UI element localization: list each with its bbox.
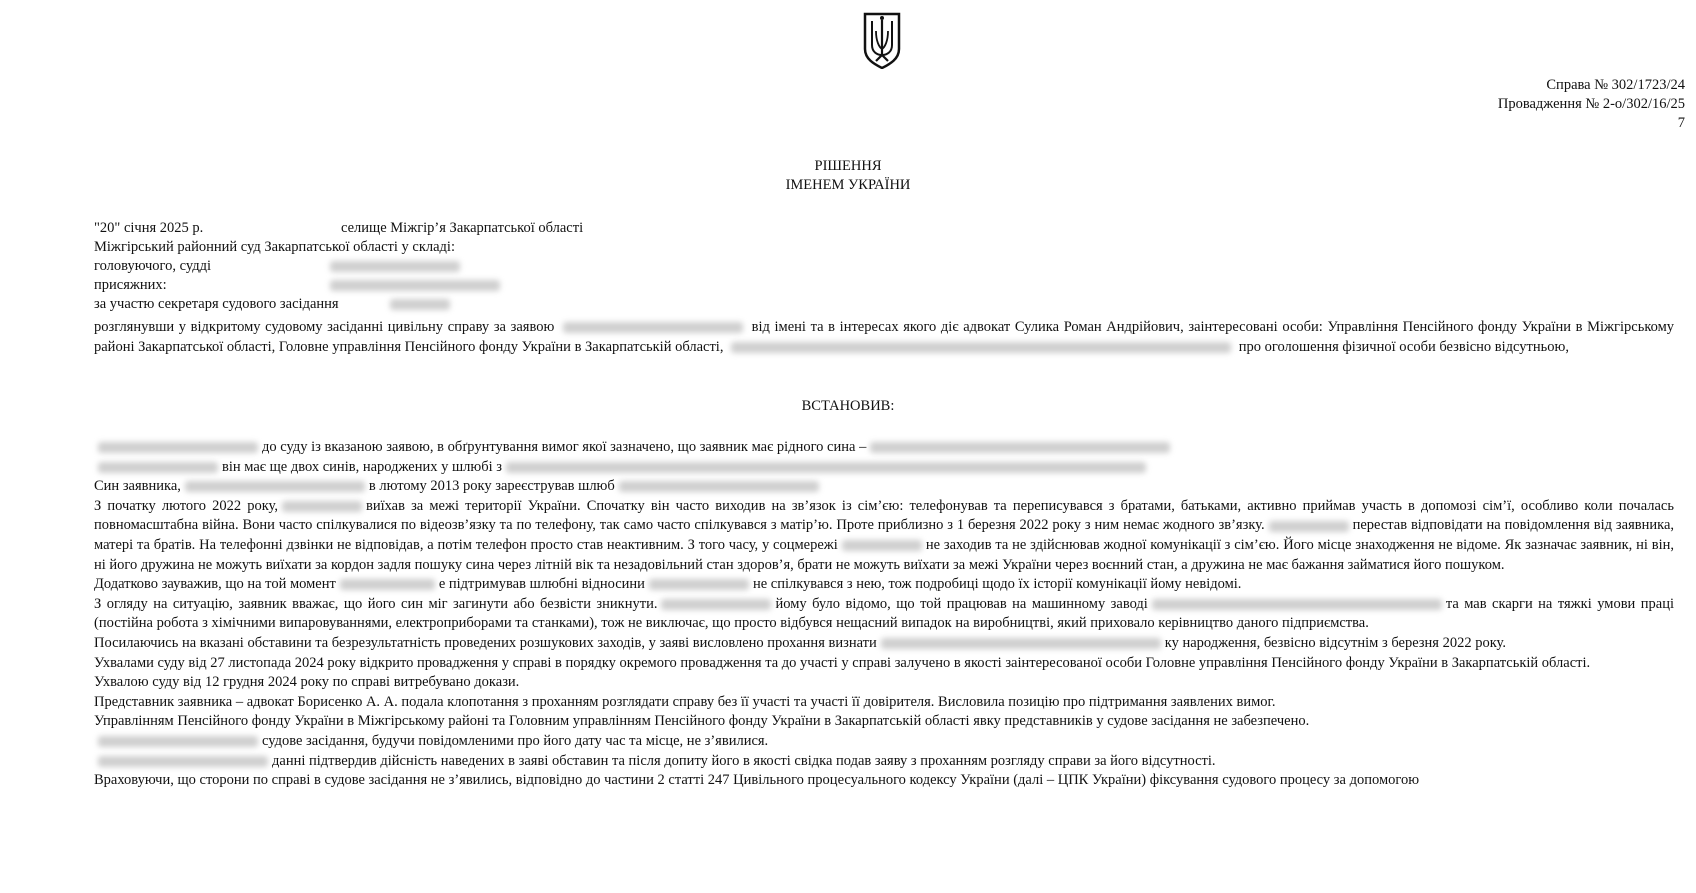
p6-text-b: йому було відомо, що той працював на машинному заводі [775, 595, 1148, 612]
redacted-name [98, 462, 218, 473]
considered-text-2: від імені та в інтересах якого діє адвокат Сулика Роман Андрійович, заінтересовані особи: Управління Пенсійного фонду України в Міжгірському районі Закарпатської області, Головне управління Пенсійного фонду України в Закарпатській області, [94, 319, 1675, 355]
redacted-names [98, 736, 258, 747]
redacted-name [340, 579, 435, 590]
p4-text-a: З початку лютого 2022 року, [94, 497, 278, 514]
page-number: 7 [1677, 115, 1685, 131]
redacted-company [1152, 599, 1442, 610]
paragraph-4 [94, 497, 1674, 575]
redacted-judge [330, 261, 460, 272]
considered-text-1: розглянувши у відкритому судовому засіданні цивільну справу за заявою [94, 319, 555, 335]
paragraph-12 [94, 732, 1674, 752]
paragraph-14: Враховуючи, що сторони по справі в судове засідання не з’явились, відповідно до частини 2 статті 247 Цивільного процесуального кодексу України (далі – ЦПК України) фіксування судового процесу за допомогою [94, 772, 1420, 789]
p13-text: данні підтвердив дійсність наведених в заяві обставин та після допиту його в якості свідка подав заяву з проханням розгляду справи за його відсутності. [272, 752, 1216, 769]
intro-block [94, 219, 1654, 314]
p12-text: судове засідання, будучи повідомленими про його дату час та місце, не з’явилися. [262, 732, 769, 749]
proceeding-number: Провадження № 2-о/302/16/25 [1497, 96, 1685, 112]
redacted-name [185, 481, 365, 492]
p6-text-c: та мав скарги на тяжкі умови праці (постійна робота з хімічними випаровуваннями, електроприборами та станками), тож не виключає, що просто відбувся нещасний випадок на виробництві, який приховало керівництво даного підприємства. [94, 595, 1675, 632]
paragraph-10: Представник заявника – адвокат Борисенко А. А. подала клопотання з проханням розглядати справу без її участі та участі її довірителя. Висловила позицію про підтримання заявлених вимог. [94, 693, 1276, 710]
court-name: Міжгірський районний суд Закарпатської області у складі: [94, 239, 455, 255]
jurors-row [94, 276, 1654, 295]
decision-title [0, 157, 1696, 195]
redacted-jurors [330, 280, 500, 291]
p3-text-b: в лютому 2013 року зареєстрував шлюб [368, 478, 615, 495]
paragraph-2 [94, 458, 1674, 478]
redacted-interested-persons [731, 342, 1231, 353]
redacted-name [870, 442, 1170, 453]
redacted-name [649, 579, 749, 590]
case-number: Справа № 302/1723/24 [1546, 77, 1685, 93]
redacted-secretary [390, 299, 450, 310]
case-info [1498, 76, 1685, 133]
redacted-names [506, 462, 1146, 473]
presiding-label: головуючого, судді [94, 258, 212, 274]
paragraph-5 [94, 575, 1674, 595]
considered-text-3: про оголошення фізичної особи безвісно відсутньою, [1238, 338, 1569, 355]
paragraph-13 [94, 752, 1674, 772]
secretary-row [94, 295, 1654, 314]
coat-of-arms-icon [862, 11, 902, 69]
paragraph-9: Ухвалою суду від 12 грудня 2024 року по справі витребувано докази. [94, 674, 520, 691]
presiding-row [94, 257, 1654, 276]
paragraph-8: Ухвалами суду від 27 листопада 2024 року відкрито провадження у справі в порядку окремого провадження та до участі у справі залучено в якості заінтересованої особи Головне управління Пенсійного фонду України в Закарпатській області. [94, 654, 1591, 671]
redacted-name [282, 501, 362, 512]
redacted-name [98, 442, 258, 453]
p5-text-a: Додатково зауважив, що на той момент [94, 576, 336, 593]
paragraph-3 [94, 477, 1674, 497]
p2-text: він має ще двох синів, народжених у шлюбі з [222, 458, 502, 475]
jurors-label: присяжних: [94, 277, 167, 293]
p3-text-a: Син заявника, [94, 478, 181, 495]
decision-heading: РІШЕННЯ [814, 158, 882, 174]
redacted-name [842, 540, 922, 551]
decision-date: "20" січня 2025 р. [94, 220, 204, 236]
redacted-name [1269, 521, 1349, 532]
p1-text: до суду із вказаною заявою, в обґрунтування вимог якої зазначено, що заявник має рідного сина – [262, 439, 867, 455]
redacted-name [98, 756, 268, 767]
paragraph-1 [94, 438, 1674, 458]
p5-text-b: е підтримував шлюбні відносини [438, 576, 645, 593]
secretary-label: за участю секретаря судового засідання [94, 296, 339, 312]
decision-subheading: ІМЕНЕМ УКРАЇНИ [785, 177, 911, 193]
p4-text-c: перестав відповідати на повідомлення від заявника, матері та братів. На телефонні дзвінки не відповідав, а потім телефон просто став неактивним. З того часу, у соцмережі [94, 517, 1675, 553]
body-text [94, 438, 1674, 791]
p4-text-d: не заходив та не здійснював жодної комунікації з сім’єю. Його місце знаходження не відоме. Як зазначає заявник, ні він, ні його дружина не можуть виїхати за кордон задля пошуку сина через літній вік та незадовільний стан здоров’я, брати не можуть виїхати за межі України через воєнний стан, а дружина не має бажання займатися його пошуком. [94, 536, 1674, 573]
p7-text-a: Посилаючись на вказані обставини та безрезультатність проведених розшукових заходів, у заяві висловлено прохання визнати [94, 634, 877, 651]
paragraph-7 [94, 634, 1674, 654]
redacted-name [881, 638, 1161, 649]
p7-text-b: ку народження, безвісно відсутнім з березня 2022 року. [1164, 634, 1506, 651]
redacted-name [619, 481, 819, 492]
established-heading: ВСТАНОВИВ: [801, 398, 895, 414]
considered-paragraph [94, 318, 1674, 357]
court-row [94, 238, 1654, 257]
paragraph-6 [94, 595, 1674, 634]
decision-place: селище Міжгір’я Закарпатської області [341, 220, 584, 236]
p5-text-c: не спілкувався з нею, тож подробиці щодо їх історії комунікації йому невідомі. [752, 576, 1242, 593]
p4-text-b: виїхав за межі території України. Спочатку він часто виходив на зв’язок із сім’єю: телефонував та переписувався з братами, батьками, активно приймав участь в допомозі сім’ї, особливо коли почалась повномасштабна війна. Вони часто спілкувалися по відеозв’язку та по телефону, так само часто спілкувався з матір’ю. Проте приблизно з 1 березня 2022 року з ним немає жодного зв’язку. [94, 497, 1674, 534]
redacted-text [661, 599, 771, 610]
paragraph-11: Управлінням Пенсійного фонду України в Міжгірському районі та Головним управлінням Пенсійного фонду України в Закарпатській області явку представників у судове засідання не забезпечено. [94, 713, 1310, 730]
redacted-applicant [563, 322, 743, 333]
p6-text-a: З огляду на ситуацію, заявник вважає, що його син міг загинути або безвісти зникнути. [94, 595, 658, 612]
date-row [94, 219, 1654, 238]
